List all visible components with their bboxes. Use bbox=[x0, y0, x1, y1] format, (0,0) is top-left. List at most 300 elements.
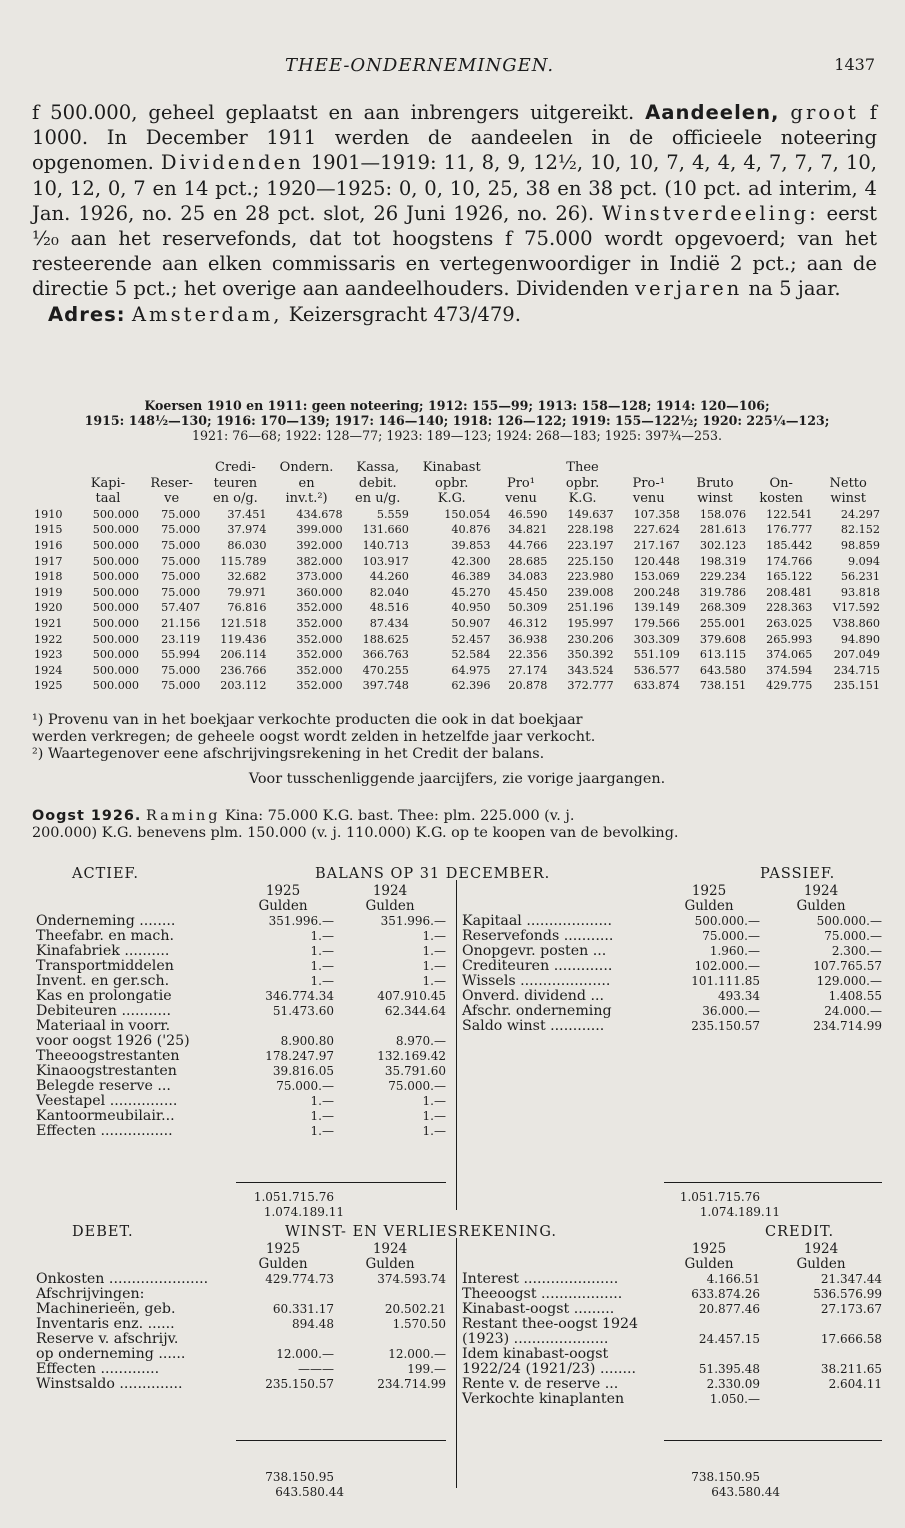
groot-label: groot bbox=[790, 101, 859, 124]
row-label: Machinerieën, geb. bbox=[36, 1301, 176, 1317]
table-cell: 227.624 bbox=[633, 523, 680, 537]
row-value-1925: 1.— bbox=[310, 974, 334, 988]
row-value-1925: 1.— bbox=[310, 1124, 334, 1138]
year-cell: 1916 bbox=[34, 538, 63, 552]
row-label: Materiaal in voorr. bbox=[36, 1018, 171, 1034]
table-cell: 206.114 bbox=[220, 648, 267, 662]
table-cell: 399.000 bbox=[296, 523, 343, 537]
table-cell: 343.524 bbox=[567, 663, 614, 677]
table-cell: 208.481 bbox=[766, 585, 813, 599]
table-row bbox=[36, 1004, 446, 1019]
row-label: Belegde reserve ... bbox=[36, 1078, 171, 1094]
table-row bbox=[32, 647, 882, 663]
koersen-block bbox=[32, 398, 882, 443]
table-cell: 50.309 bbox=[508, 601, 548, 615]
table-cell: 34.083 bbox=[508, 570, 548, 584]
row-label: 1922/24 (1921/23) ........ bbox=[462, 1361, 637, 1377]
table-cell: 79.971 bbox=[227, 585, 267, 599]
stats-header-row bbox=[32, 460, 882, 476]
listing-text: In December 1911 werden de aandeelen in de officieele noteering opgenomen. bbox=[32, 126, 878, 175]
table-cell: 103.917 bbox=[362, 554, 409, 568]
table-cell: 86.030 bbox=[227, 538, 267, 552]
running-title: THEE-ONDERNEMINGEN. bbox=[285, 55, 555, 76]
debet-total-1925: 738.150.95 bbox=[265, 1470, 334, 1484]
table-cell: 225.150 bbox=[567, 554, 614, 568]
footnote-3: Voor tusschenliggende jaarcijfers, zie vorige jaargangen. bbox=[248, 771, 666, 787]
row-value-1924: 38.211.65 bbox=[820, 1362, 882, 1376]
table-cell: 75.000 bbox=[161, 570, 201, 584]
row-value-1925: 346.774.34 bbox=[265, 989, 334, 1003]
table-cell: 149.637 bbox=[567, 507, 614, 521]
row-value-1924: 75.000.— bbox=[824, 929, 882, 943]
row-value-1925: 36.000.— bbox=[702, 1004, 760, 1018]
table-cell: 234.715 bbox=[833, 663, 880, 677]
table-cell: 48.516 bbox=[369, 601, 409, 615]
table-row bbox=[36, 1377, 446, 1392]
fin-unit-cell: Gulden bbox=[796, 1256, 846, 1272]
row-value-1924 bbox=[334, 1019, 446, 1034]
table-cell: 42.300 bbox=[451, 554, 491, 568]
table-row bbox=[462, 1347, 882, 1362]
row-value-1925: 1.— bbox=[310, 1094, 334, 1108]
stats-header-cell: inv.t.²) bbox=[285, 491, 328, 507]
table-cell: 366.763 bbox=[362, 648, 409, 662]
row-value-1924: 1.— bbox=[422, 1094, 446, 1108]
row-value-1924: 1.408.55 bbox=[828, 989, 882, 1003]
table-cell: 223.197 bbox=[567, 538, 614, 552]
table-cell: 179.566 bbox=[633, 616, 680, 630]
row-label: Theefabr. en mach. bbox=[36, 928, 174, 944]
row-value-1924: 21.347.44 bbox=[820, 1272, 882, 1286]
fin-blank-cell bbox=[36, 1257, 232, 1272]
row-value-1924: 12.000.— bbox=[388, 1347, 446, 1361]
table-cell: 500.000 bbox=[92, 538, 140, 552]
row-value-1925: 493.34 bbox=[718, 989, 760, 1003]
row-label: Interest ..................... bbox=[462, 1271, 619, 1287]
table-cell: 153.069 bbox=[633, 570, 680, 584]
table-cell: 185.442 bbox=[766, 538, 813, 552]
table-cell: 44.766 bbox=[508, 538, 548, 552]
row-value-1924: 1.— bbox=[422, 1124, 446, 1138]
table-row bbox=[462, 1317, 882, 1332]
table-row bbox=[462, 1362, 882, 1377]
table-cell: 281.613 bbox=[699, 523, 747, 537]
row-value-1925: 1.— bbox=[310, 929, 334, 943]
fin-blank-cell bbox=[462, 884, 658, 899]
oogst-line-1: Kina: 75.000 K.G. bast. Thee: plm. 225.000 (v. j. bbox=[225, 808, 575, 824]
actief-totals bbox=[236, 1190, 446, 1220]
table-cell: 500.000 bbox=[92, 648, 140, 662]
table-row bbox=[36, 1109, 446, 1124]
table-cell: 52.457 bbox=[451, 632, 491, 646]
row-value-1925 bbox=[232, 1019, 334, 1034]
table-cell: 122.541 bbox=[766, 507, 813, 521]
table-row bbox=[36, 974, 446, 989]
year-cell: 1920 bbox=[34, 601, 63, 615]
stats-header-cell: en u/g. bbox=[355, 491, 401, 507]
row-label: Kas en prolongatie bbox=[36, 988, 172, 1004]
row-label: Inventaris enz. ...... bbox=[36, 1316, 175, 1332]
table-row bbox=[36, 1287, 446, 1302]
row-value-1924 bbox=[760, 1347, 882, 1362]
stats-header-cell: debit. bbox=[358, 475, 397, 491]
row-label: Kantoormeubilair... bbox=[36, 1108, 175, 1124]
table-cell: 39.853 bbox=[451, 538, 491, 552]
stats-header-cell: venu bbox=[632, 491, 665, 507]
row-value-1925: 351.996.— bbox=[268, 914, 334, 928]
table-cell: 500.000 bbox=[92, 554, 140, 568]
credit-total-1924: 643.580.44 bbox=[711, 1485, 780, 1499]
stats-header-cell bbox=[748, 460, 814, 476]
table-cell: V17.592 bbox=[832, 601, 880, 615]
year-cell: 1924 bbox=[34, 663, 63, 677]
fin-year-cell: 1924 bbox=[372, 1241, 408, 1257]
aandeelen-label: Aandeelen, bbox=[645, 101, 780, 124]
winst-title: WINST- EN VERLIESREKENING. bbox=[285, 1224, 557, 1240]
row-value-1924: 132.169.42 bbox=[377, 1049, 446, 1063]
table-cell: 40.876 bbox=[451, 523, 491, 537]
table-cell: 24.297 bbox=[840, 507, 880, 521]
stats-header-cell: opbr. bbox=[435, 475, 469, 491]
table-row bbox=[36, 1094, 446, 1109]
stats-header-cell bbox=[493, 460, 550, 476]
table-cell: 319.786 bbox=[699, 585, 747, 599]
year-cell: 1918 bbox=[34, 570, 63, 584]
row-value-1925: 1.— bbox=[310, 944, 334, 958]
table-cell: 434.678 bbox=[296, 507, 343, 521]
table-cell: 23.119 bbox=[161, 632, 201, 646]
fin-unit-cell: Gulden bbox=[365, 1256, 415, 1272]
row-value-1925: 235.150.57 bbox=[265, 1377, 334, 1391]
table-row bbox=[36, 1049, 446, 1064]
row-value-1925: 235.150.57 bbox=[691, 1019, 760, 1033]
table-row bbox=[36, 1064, 446, 1079]
row-value-1925: 1.— bbox=[310, 959, 334, 973]
stats-header-cell: Pro¹ bbox=[506, 475, 535, 491]
row-label: Transportmiddelen bbox=[36, 958, 174, 974]
row-value-1925: 101.111.85 bbox=[691, 974, 760, 988]
table-row bbox=[36, 1034, 446, 1049]
table-cell: 176.777 bbox=[766, 523, 813, 537]
fin-unit-cell: Gulden bbox=[365, 898, 415, 914]
table-cell: 40.950 bbox=[451, 601, 491, 615]
table-cell: 195.997 bbox=[567, 616, 614, 630]
koersen-line-1: Koersen 1910 en 1911: geen noteering; 1912: 155—99; 1913: 158—128; 1914: 120—106; bbox=[144, 398, 770, 413]
year-cell: 1921 bbox=[34, 616, 63, 630]
debet-title: DEBET. bbox=[72, 1224, 134, 1240]
adres-city: Amsterdam, bbox=[131, 302, 283, 326]
table-cell: 28.685 bbox=[508, 554, 548, 568]
row-label: Kinafabriek .......... bbox=[36, 943, 170, 959]
fin-blank-cell bbox=[36, 884, 232, 899]
table-cell: 374.065 bbox=[766, 648, 813, 662]
table-cell: 20.878 bbox=[508, 679, 548, 693]
fin-blank-cell bbox=[462, 899, 658, 914]
table-cell: 198.319 bbox=[699, 554, 747, 568]
actief-total-rule bbox=[236, 1182, 446, 1183]
row-value-1925: 429.774.73 bbox=[265, 1272, 334, 1286]
winstverdeeling-text: eerst ⅟₂₀ aan het reservefonds, dat tot hoogstens f 75.000 wordt opgevoerd; van het resteerende aan elken commissaris en vertegenwoordiger in Indië 2 pct.; aan de directie 5 pct.; het overige aan aandeelhouders. Dividenden bbox=[32, 201, 878, 301]
row-value-1925: ——— bbox=[298, 1362, 334, 1376]
stats-header-cell bbox=[32, 460, 75, 476]
row-label: Winstsaldo .............. bbox=[36, 1376, 183, 1392]
stats-header-cell: Ondern. bbox=[279, 460, 334, 475]
table-cell: 230.206 bbox=[567, 632, 614, 646]
table-row bbox=[32, 678, 882, 694]
row-value-1924: 8.970.— bbox=[395, 1034, 446, 1048]
table-cell: 9.094 bbox=[847, 554, 880, 568]
running-header bbox=[0, 55, 905, 81]
table-cell: 50.907 bbox=[451, 616, 491, 630]
table-cell: 5.559 bbox=[376, 507, 409, 521]
table-cell: 500.000 bbox=[92, 585, 140, 599]
table-cell: 46.312 bbox=[508, 616, 548, 630]
fin-unit-cell: Gulden bbox=[684, 1256, 734, 1272]
table-row bbox=[32, 554, 882, 570]
row-label: Kinaoogstrestanten bbox=[36, 1063, 177, 1079]
table-cell: 75.000 bbox=[161, 585, 201, 599]
stats-header-cell: Bruto bbox=[696, 475, 734, 491]
table-cell: 94.890 bbox=[840, 632, 880, 646]
row-label: Veestapel ............... bbox=[36, 1093, 178, 1109]
row-value-1924 bbox=[760, 1392, 882, 1407]
row-label: Restant thee-oogst 1924 bbox=[462, 1316, 639, 1332]
table-cell: 738.151 bbox=[699, 679, 747, 693]
row-value-1925: 12.000.— bbox=[276, 1347, 334, 1361]
actief-title: ACTIEF. bbox=[72, 866, 139, 882]
balans-title: BALANS OP 31 DECEMBER. bbox=[315, 866, 551, 882]
fin-year-cell: 1924 bbox=[372, 883, 408, 899]
row-value-1925: 20.877.46 bbox=[698, 1302, 760, 1316]
table-cell: 373.000 bbox=[296, 570, 343, 584]
table-cell: 188.625 bbox=[362, 632, 409, 646]
table-row bbox=[36, 1332, 446, 1347]
row-value-1924: 75.000.— bbox=[388, 1079, 446, 1093]
row-value-1925: 75.000.— bbox=[702, 929, 760, 943]
row-value-1924: 234.714.99 bbox=[377, 1377, 446, 1391]
stats-header-cell: Kassa, bbox=[356, 460, 400, 475]
fin-unit-row bbox=[36, 899, 446, 914]
table-row bbox=[36, 1302, 446, 1317]
passief-table bbox=[462, 884, 882, 1034]
table-row bbox=[32, 616, 882, 632]
fin-year-cell: 1925 bbox=[265, 1241, 301, 1257]
row-label: Onverd. dividend ... bbox=[462, 988, 604, 1004]
table-cell: 82.152 bbox=[840, 523, 880, 537]
row-value-1924: 199.— bbox=[407, 1362, 446, 1376]
row-label: Onkosten ...................... bbox=[36, 1271, 209, 1287]
table-cell: 239.008 bbox=[567, 585, 614, 599]
fin-year-row bbox=[36, 884, 446, 899]
stats-header-cell: teuren bbox=[213, 475, 258, 491]
oogst-line-2: 200.000) K.G. benevens plm. 150.000 (v. j. 110.000) K.G. op te koopen van de bevolking. bbox=[32, 825, 679, 841]
passief-total-1925: 1.051.715.76 bbox=[679, 1190, 760, 1204]
row-value-1925: 75.000.— bbox=[276, 1079, 334, 1093]
table-cell: 251.196 bbox=[567, 601, 614, 615]
table-cell: 379.608 bbox=[699, 632, 747, 646]
table-cell: 93.818 bbox=[840, 585, 880, 599]
verjaren-text: na 5 jaar. bbox=[748, 277, 841, 301]
row-label: Effecten ............. bbox=[36, 1361, 160, 1377]
groot-value: f 1000. bbox=[32, 101, 878, 150]
table-cell: 158.076 bbox=[699, 507, 747, 521]
table-row bbox=[32, 522, 882, 538]
table-cell: 131.660 bbox=[362, 523, 409, 537]
table-cell: 139.149 bbox=[633, 601, 680, 615]
table-cell: 45.270 bbox=[451, 585, 491, 599]
table-row bbox=[36, 1124, 446, 1139]
row-value-1925: 1.960.— bbox=[709, 944, 760, 958]
fin-year-cell: 1925 bbox=[691, 1241, 727, 1257]
stats-header-cell: Reser- bbox=[150, 475, 193, 491]
row-value-1924: 2.300.— bbox=[831, 944, 882, 958]
table-cell: 633.874 bbox=[633, 679, 680, 693]
fin-blank-cell bbox=[36, 899, 232, 914]
row-value-1924: 536.576.99 bbox=[813, 1287, 882, 1301]
table-cell: 165.122 bbox=[766, 570, 813, 584]
row-label: Onopgevr. posten ... bbox=[462, 943, 607, 959]
debet-total-1924: 643.580.44 bbox=[275, 1485, 344, 1499]
table-cell: 255.001 bbox=[699, 616, 747, 630]
row-value-1924: 407.910.45 bbox=[377, 989, 446, 1003]
table-row bbox=[36, 914, 446, 929]
koersen-line-3: 1921: 76—68; 1922: 128—77; 1923: 189—123; 1924: 268—183; 1925: 397¾—253. bbox=[192, 428, 722, 443]
table-cell: 121.518 bbox=[220, 616, 267, 630]
stats-header-cell: K.G. bbox=[568, 491, 597, 507]
stats-header-cell: Netto bbox=[829, 475, 867, 491]
stats-header-cell: venu bbox=[505, 491, 537, 507]
table-cell: 22.356 bbox=[508, 648, 548, 662]
stats-header-cell bbox=[32, 476, 75, 492]
table-cell: 32.682 bbox=[227, 570, 267, 584]
row-label: Effecten ................ bbox=[36, 1123, 173, 1139]
adres-label: Adres: bbox=[48, 302, 126, 326]
table-cell: 98.859 bbox=[840, 538, 880, 552]
row-value-1924: 27.173.67 bbox=[820, 1302, 882, 1316]
row-value-1925: 51.473.60 bbox=[272, 1004, 334, 1018]
row-value-1925: 60.331.17 bbox=[272, 1302, 334, 1316]
table-cell: 46.590 bbox=[508, 507, 548, 521]
stats-header-cell: Pro-¹ bbox=[632, 475, 665, 491]
table-cell: 397.748 bbox=[362, 679, 409, 693]
row-value-1924: 351.996.— bbox=[380, 914, 446, 928]
stats-header-cell bbox=[141, 460, 202, 476]
footnote-1a: ¹) Provenu van in het boekjaar verkochte producten die ook in dat boekjaar bbox=[32, 712, 583, 728]
debet-table bbox=[36, 1242, 446, 1392]
actief-total-1925: 1.051.715.76 bbox=[253, 1190, 334, 1204]
stats-header-row bbox=[32, 476, 882, 492]
table-row bbox=[32, 585, 882, 601]
table-cell: 268.309 bbox=[699, 601, 747, 615]
table-cell: 551.109 bbox=[633, 648, 680, 662]
table-cell: 21.156 bbox=[161, 616, 201, 630]
table-cell: 75.000 bbox=[161, 538, 201, 552]
fin-unit-cell: Gulden bbox=[796, 898, 846, 914]
table-cell: 120.448 bbox=[633, 554, 680, 568]
table-cell: 46.389 bbox=[451, 570, 491, 584]
row-label: Saldo winst ............ bbox=[462, 1018, 605, 1034]
table-cell: V38.860 bbox=[832, 616, 880, 630]
koersen-line-2: 1915: 148½—130; 1916: 170—139; 1917: 146—140; 1918: 126—122; 1919: 155—122½; 1920: 225¼—123; bbox=[84, 413, 830, 428]
row-label: Theeoogstrestanten bbox=[36, 1048, 180, 1064]
capital-text: f 500.000, geheel geplaatst en aan inbrengers uitgereikt. bbox=[32, 101, 635, 124]
passief-totals bbox=[662, 1190, 882, 1220]
credit-total-rule bbox=[664, 1440, 882, 1441]
table-row bbox=[462, 1287, 882, 1302]
table-row bbox=[32, 632, 882, 648]
stats-header-cell: Thee bbox=[566, 460, 599, 475]
passief-title: PASSIEF. bbox=[760, 866, 836, 882]
stats-header-cell bbox=[75, 460, 141, 476]
row-value-1924: 62.344.64 bbox=[384, 1004, 446, 1018]
stats-header-cell: kosten bbox=[759, 491, 804, 507]
stats-header-cell: en bbox=[298, 475, 315, 491]
table-cell: 352.000 bbox=[296, 648, 343, 662]
table-cell: 119.436 bbox=[220, 632, 267, 646]
table-row bbox=[36, 944, 446, 959]
table-row bbox=[36, 959, 446, 974]
fin-unit-row bbox=[462, 1257, 882, 1272]
year-cell: 1919 bbox=[34, 585, 63, 599]
table-row bbox=[36, 1019, 446, 1034]
fin-blank-cell bbox=[462, 1257, 658, 1272]
table-cell: 263.025 bbox=[766, 616, 813, 630]
table-cell: 303.309 bbox=[633, 632, 680, 646]
table-cell: 200.248 bbox=[633, 585, 680, 599]
fin-unit-cell: Gulden bbox=[258, 1256, 308, 1272]
table-cell: 140.713 bbox=[362, 538, 409, 552]
row-label: Reserve v. afschrijv. bbox=[36, 1331, 179, 1347]
row-value-1924: 234.714.99 bbox=[813, 1019, 882, 1033]
row-value-1925: 51.395.48 bbox=[698, 1362, 760, 1376]
table-cell: 75.000 bbox=[161, 663, 201, 677]
stats-header-cell: opbr. bbox=[565, 475, 600, 491]
debet-total-rule bbox=[236, 1440, 446, 1441]
table-cell: 207.049 bbox=[833, 648, 880, 662]
table-cell: 392.000 bbox=[296, 538, 343, 552]
row-value-1925: 1.— bbox=[310, 1109, 334, 1123]
table-cell: 150.054 bbox=[444, 507, 491, 521]
winstverdeeling-label: Winstverdeeling: bbox=[602, 201, 819, 225]
table-row bbox=[36, 1272, 446, 1287]
table-cell: 62.396 bbox=[451, 679, 491, 693]
row-value-1924: 107.765.57 bbox=[813, 959, 882, 973]
fin-unit-cell: Gulden bbox=[684, 898, 734, 914]
row-value-1925 bbox=[658, 1317, 760, 1332]
table-cell: 613.115 bbox=[699, 648, 747, 662]
stats-header-cell bbox=[616, 460, 682, 476]
table-cell: 107.358 bbox=[633, 507, 680, 521]
year-cell: 1917 bbox=[34, 554, 63, 568]
table-cell: 500.000 bbox=[92, 570, 140, 584]
row-value-1925: 500.000.— bbox=[694, 914, 760, 928]
row-label: Wissels .................... bbox=[462, 973, 611, 989]
row-label: Kapitaal ................... bbox=[462, 913, 613, 929]
fin-unit-cell: Gulden bbox=[258, 898, 308, 914]
table-cell: 228.363 bbox=[766, 601, 813, 615]
credit-title: CREDIT. bbox=[765, 1224, 835, 1240]
fin-blank-cell bbox=[36, 1242, 232, 1257]
stats-header-row bbox=[32, 491, 882, 507]
table-cell: 352.000 bbox=[296, 663, 343, 677]
fin-unit-row bbox=[462, 899, 882, 914]
row-label: Kinabast-oogst ......... bbox=[462, 1301, 615, 1317]
page-number: 1437 bbox=[834, 55, 875, 74]
dividenden-text: 1901—1919: 11, 8, 9, 12½, 10, 10, 7, 4, 4, 4, 7, 7, 7, 10, 10, 12, 0, 7 en 14 pct.; 1920—1925: 0, 0, 10, 25, 38 en 38 pct. (10 pct. ad interim, 4 Jan. 1926, no. 25 en 28 pct. slot, 26 Juni 1926, no. 26). bbox=[32, 151, 878, 225]
table-row bbox=[32, 507, 882, 523]
table-cell: 75.000 bbox=[161, 554, 201, 568]
table-cell: 429.775 bbox=[766, 679, 813, 693]
